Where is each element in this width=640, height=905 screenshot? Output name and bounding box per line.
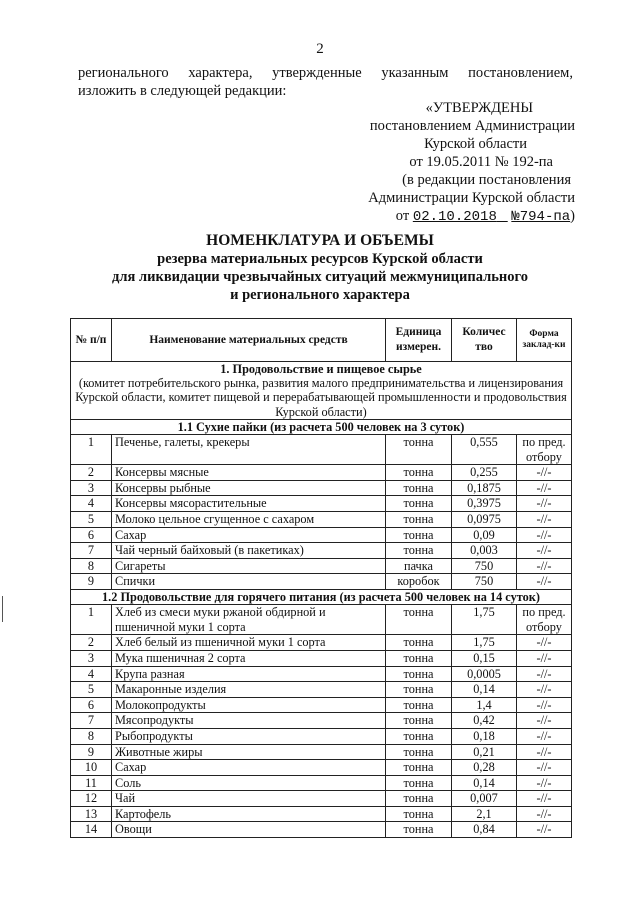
title-line: резерва материальных ресурсов Курской области — [157, 251, 483, 267]
row-number: 2 — [71, 465, 112, 481]
intro-word: характера, — [188, 65, 253, 81]
row-qty: 0,84 — [452, 822, 517, 838]
subsection-cell — [71, 419, 572, 434]
intro-word: постановлением, — [468, 65, 573, 81]
row-name: Сигареты — [112, 558, 386, 574]
row-unit: тонна — [386, 775, 452, 791]
row-form: -//- — [517, 760, 572, 776]
row-form: -//- — [517, 713, 572, 729]
row-unit: тонна — [386, 480, 452, 496]
intro-word: регионального — [78, 65, 169, 81]
approval-stamp — [330, 99, 575, 226]
table-row — [71, 650, 572, 666]
table-row — [71, 435, 572, 465]
row-form: -//- — [517, 465, 572, 481]
row-qty: 0,555 — [452, 435, 517, 465]
row-number: 5 — [71, 511, 112, 527]
section-title: 1. Продовольствие и пищевое сырье — [220, 362, 422, 376]
row-name: Консервы мясные — [112, 465, 386, 481]
row-form: -//- — [517, 635, 572, 651]
header-name: Наименование материальных средств — [112, 319, 386, 362]
approval-line: от 19.05.2011 № 192-па — [409, 154, 553, 170]
approval-line: (в редакции постановления — [402, 172, 571, 188]
row-name: Спички — [112, 574, 386, 590]
approval-line: постановлением Администрации — [369, 118, 575, 134]
row-unit: коробок — [386, 574, 452, 590]
row-qty: 750 — [452, 574, 517, 590]
table-row — [71, 791, 572, 807]
row-form: -//- — [517, 511, 572, 527]
row-form: -//- — [517, 697, 572, 713]
row-form: -//- — [517, 791, 572, 807]
intro-line-1 — [78, 64, 573, 82]
approval-number: №794-па — [511, 209, 571, 225]
row-form: -//- — [517, 496, 572, 512]
intro-paragraph — [78, 64, 573, 100]
row-name: Молокопродукты — [112, 697, 386, 713]
document-title — [60, 232, 580, 304]
row-form: -//- — [517, 543, 572, 559]
row-number: 13 — [71, 806, 112, 822]
row-unit: тонна — [386, 511, 452, 527]
row-form: -//- — [517, 666, 572, 682]
intro-line-2: изложить в следующей редакции: — [78, 83, 287, 99]
row-form: -//- — [517, 822, 572, 838]
table-row — [71, 697, 572, 713]
row-unit: тонна — [386, 791, 452, 807]
header-form: Форма заклад-ки — [517, 319, 572, 362]
subsection-title: 1.2 Продовольствие для горячего питания (из расчета 500 человек на 14 суток) — [102, 589, 540, 604]
row-unit: тонна — [386, 435, 452, 465]
row-number: 4 — [71, 666, 112, 682]
subsection-cell — [71, 589, 572, 604]
intro-word: утвержденные — [272, 65, 362, 81]
row-number: 2 — [71, 635, 112, 651]
subsection-row — [71, 419, 572, 434]
section-note: (комитет потребительского рынка, развития малого предпринимательства и лицензирования Курской области, комитет пищевой и перерабатывающей промышленности и продовольствия Курской области) — [75, 376, 567, 419]
table-row — [71, 713, 572, 729]
row-name: Рыбопродукты — [112, 728, 386, 744]
table-row — [71, 543, 572, 559]
row-qty: 0,15 — [452, 650, 517, 666]
table-row — [71, 635, 572, 651]
row-qty: 1,4 — [452, 697, 517, 713]
row-number: 5 — [71, 682, 112, 698]
row-qty: 0,28 — [452, 760, 517, 776]
row-number: 1 — [71, 605, 112, 635]
table-row — [71, 558, 572, 574]
table-row — [71, 806, 572, 822]
row-unit: тонна — [386, 650, 452, 666]
row-qty: 1,75 — [452, 635, 517, 651]
row-number: 12 — [71, 791, 112, 807]
row-name: Консервы мясорастительные — [112, 496, 386, 512]
row-name: Чай черный байховый (в пакетиках) — [112, 543, 386, 559]
table-row — [71, 666, 572, 682]
resources-table — [70, 318, 572, 838]
approval-suffix: ) — [570, 208, 575, 224]
row-unit: тонна — [386, 728, 452, 744]
header-qty: Количес тво — [452, 319, 517, 362]
row-name: Крупа разная — [112, 666, 386, 682]
table-row — [71, 605, 572, 635]
row-number: 9 — [71, 744, 112, 760]
row-unit: тонна — [386, 666, 452, 682]
row-qty: 0,42 — [452, 713, 517, 729]
row-number: 4 — [71, 496, 112, 512]
row-qty: 0,09 — [452, 527, 517, 543]
row-form: по пред. отбору — [517, 435, 572, 465]
row-number: 3 — [71, 650, 112, 666]
row-name: Консервы рыбные — [112, 480, 386, 496]
row-qty: 0,0975 — [452, 511, 517, 527]
row-unit: тонна — [386, 635, 452, 651]
header-unit: Единица измерен. — [386, 319, 452, 362]
row-unit: тонна — [386, 697, 452, 713]
row-number: 6 — [71, 527, 112, 543]
row-name: Сахар — [112, 760, 386, 776]
title-line: НОМЕНКЛАТУРА И ОБЪЕМЫ — [206, 232, 434, 249]
approval-line: Администрации Курской области — [368, 190, 575, 206]
row-form: по пред. отбору — [517, 605, 572, 635]
subsection-row — [71, 589, 572, 604]
row-unit: тонна — [386, 713, 452, 729]
row-number: 10 — [71, 760, 112, 776]
row-unit: тонна — [386, 496, 452, 512]
row-number: 3 — [71, 480, 112, 496]
row-number: 8 — [71, 558, 112, 574]
row-unit: тонна — [386, 543, 452, 559]
row-number: 1 — [71, 435, 112, 465]
title-line: и регионального характера — [230, 287, 410, 303]
row-form: -//- — [517, 728, 572, 744]
row-qty: 0,18 — [452, 728, 517, 744]
header-num: № п/п — [71, 319, 112, 362]
row-name: Чай — [112, 791, 386, 807]
subsection-title: 1.1 Сухие пайки (из расчета 500 человек на 3 суток) — [177, 419, 465, 434]
approval-date-line — [330, 207, 575, 226]
row-qty: 1,75 — [452, 605, 517, 635]
table-row — [71, 775, 572, 791]
row-form: -//- — [517, 775, 572, 791]
row-form: -//- — [517, 527, 572, 543]
row-unit: тонна — [386, 465, 452, 481]
row-qty: 2,1 — [452, 806, 517, 822]
row-unit: тонна — [386, 682, 452, 698]
row-number: 9 — [71, 574, 112, 590]
row-name: Животные жиры — [112, 744, 386, 760]
row-form: -//- — [517, 806, 572, 822]
row-unit: тонна — [386, 760, 452, 776]
row-name: Овощи — [112, 822, 386, 838]
row-name: Хлеб белый из пшеничной муки 1 сорта — [112, 635, 386, 651]
row-name: Молоко цельное сгущенное с сахаром — [112, 511, 386, 527]
row-qty: 0,14 — [452, 775, 517, 791]
row-qty: 750 — [452, 558, 517, 574]
row-unit: тонна — [386, 822, 452, 838]
row-qty: 0,21 — [452, 744, 517, 760]
row-form: -//- — [517, 744, 572, 760]
row-name: Мясопродукты — [112, 713, 386, 729]
row-form: -//- — [517, 558, 572, 574]
row-qty: 0,0005 — [452, 666, 517, 682]
row-form: -//- — [517, 574, 572, 590]
row-name: Макаронные изделия — [112, 682, 386, 698]
approval-prefix: от — [395, 208, 410, 224]
row-name: Печенье, галеты, крекеры — [112, 435, 386, 465]
row-number: 11 — [71, 775, 112, 791]
row-qty: 0,14 — [452, 682, 517, 698]
row-number: 14 — [71, 822, 112, 838]
approval-heading: «УТВЕРЖДЕНЫ — [425, 100, 533, 116]
table-row — [71, 480, 572, 496]
approval-line: Курской области — [424, 136, 527, 152]
row-unit: пачка — [386, 558, 452, 574]
table-row — [71, 728, 572, 744]
row-name: Сахар — [112, 527, 386, 543]
table-row — [71, 822, 572, 838]
row-name: Картофель — [112, 806, 386, 822]
row-form: -//- — [517, 650, 572, 666]
intro-word: указанным — [381, 65, 449, 81]
row-qty: 0,003 — [452, 543, 517, 559]
table-row — [71, 574, 572, 590]
row-name: Мука пшеничная 2 сорта — [112, 650, 386, 666]
row-qty: 0,1875 — [452, 480, 517, 496]
row-name: Хлеб из смеси муки ржаной обдирной и пшеничной муки 1 сорта — [112, 605, 386, 635]
title-line: для ликвидации чрезвычайных ситуаций межмуниципального — [112, 269, 528, 285]
page-number: 2 — [316, 41, 324, 57]
row-unit: тонна — [386, 605, 452, 635]
section-cell — [71, 362, 572, 420]
row-qty: 0,255 — [452, 465, 517, 481]
table-row — [71, 465, 572, 481]
table-row — [71, 527, 572, 543]
table-row — [71, 496, 572, 512]
row-name: Соль — [112, 775, 386, 791]
table-row — [71, 682, 572, 698]
table-row — [71, 760, 572, 776]
table-row — [71, 744, 572, 760]
row-qty: 0,007 — [452, 791, 517, 807]
row-unit: тонна — [386, 527, 452, 543]
row-number: 7 — [71, 543, 112, 559]
row-number: 6 — [71, 697, 112, 713]
section-row — [71, 362, 572, 420]
table-header-row — [71, 319, 572, 362]
row-form: -//- — [517, 682, 572, 698]
table-row — [71, 511, 572, 527]
scan-mark — [2, 596, 3, 622]
row-number: 8 — [71, 728, 112, 744]
row-number: 7 — [71, 713, 112, 729]
approval-date: 02.10.2018 — [412, 209, 497, 225]
row-unit: тонна — [386, 806, 452, 822]
row-qty: 0,3975 — [452, 496, 517, 512]
row-form: -//- — [517, 480, 572, 496]
row-unit: тонна — [386, 744, 452, 760]
